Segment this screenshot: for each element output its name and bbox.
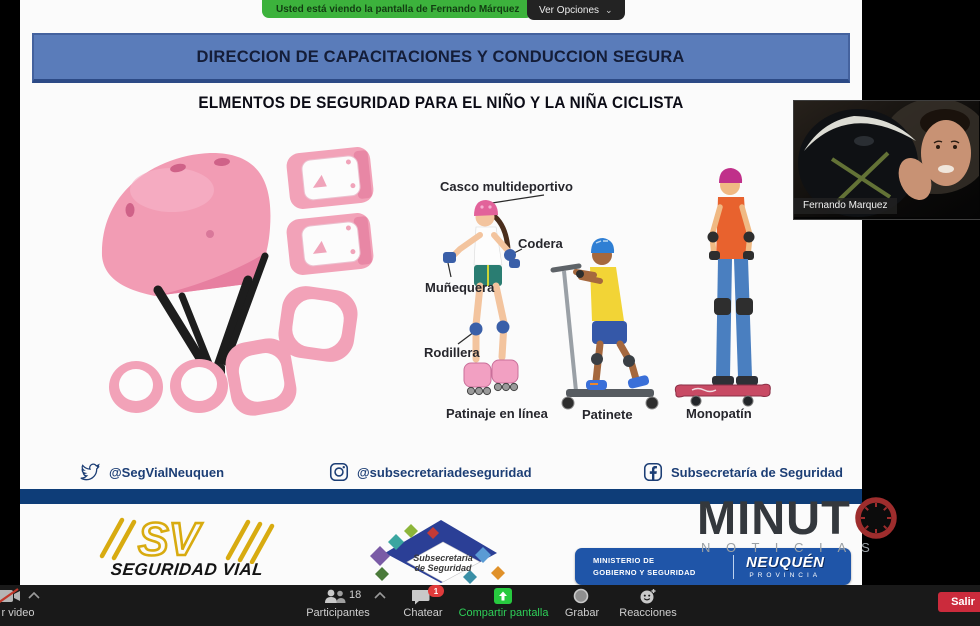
chat-badge: 1 bbox=[428, 585, 444, 597]
instagram-handle: @subsecretariadeseguridad bbox=[357, 464, 532, 480]
record-icon bbox=[573, 588, 589, 604]
label-elbow-pad: Codera bbox=[518, 236, 563, 251]
twitter-handle: @SegVialNeuquen bbox=[109, 464, 225, 480]
minuto-watermark: MINUT bbox=[697, 490, 899, 545]
seguridad-vial-logo bbox=[90, 508, 300, 564]
protective-gear-image bbox=[60, 138, 390, 423]
participants-icon bbox=[324, 589, 346, 603]
label-wrist-guard: Muñequera bbox=[425, 280, 495, 295]
boy-skateboarder bbox=[675, 168, 770, 406]
slide-title: DIRECCION DE CAPACITACIONES Y CONDUCCION SEGURA bbox=[196, 47, 685, 66]
social-twitter bbox=[78, 459, 224, 485]
screen-share-banner: Usted está viendo la pantalla de Fernando Márquez bbox=[262, 0, 533, 18]
participant-name-label: Fernando Marquez bbox=[794, 198, 897, 214]
noticias-watermark: N O T I C I A S bbox=[701, 540, 876, 555]
chevron-down-icon: ⌄ bbox=[605, 5, 613, 15]
zoom-toolbar: r video 18 Participantes 1 Chatear Compartir pantalla Grabar Reacciones Salir bbox=[0, 585, 980, 626]
instagram-icon bbox=[328, 461, 350, 483]
banner-divider bbox=[733, 555, 734, 579]
view-options-button[interactable]: Ver Opciones ⌄ bbox=[527, 0, 625, 20]
participants-count: 18 bbox=[349, 589, 362, 601]
ministerio-text: MINISTERIO DE GOBIERNO Y SEGURIDAD bbox=[593, 556, 696, 577]
provincia-caption: PROVINCIA bbox=[749, 571, 822, 579]
label-scooter: Patinete bbox=[582, 407, 633, 422]
video-off-icon bbox=[0, 588, 22, 604]
leave-button[interactable]: Salir bbox=[938, 592, 980, 612]
provincia-block bbox=[746, 555, 825, 579]
ministerio-banner bbox=[575, 548, 851, 585]
provincia-name: NEUQUÉN bbox=[746, 553, 825, 571]
shared-screen-slide bbox=[20, 0, 862, 585]
svg-text:de Seguridad: de Seguridad bbox=[414, 563, 472, 573]
boy-scooter bbox=[553, 238, 658, 409]
label-inline-skating: Patinaje en línea bbox=[446, 406, 548, 421]
label-knee-pad: Rodillera bbox=[424, 345, 480, 360]
slide-title-bar bbox=[32, 33, 850, 83]
facebook-icon bbox=[642, 461, 664, 483]
share-screen-icon bbox=[494, 588, 512, 604]
girl-inline-skater bbox=[443, 200, 520, 395]
svg-text:Subsecretaría: Subsecretaría bbox=[413, 553, 473, 563]
label-helmet: Casco multideportivo bbox=[440, 179, 573, 194]
social-facebook bbox=[642, 459, 843, 485]
subsecretaria-logo bbox=[345, 505, 515, 585]
social-instagram bbox=[328, 459, 532, 485]
video-tile[interactable] bbox=[793, 100, 980, 220]
video-menu-caret-icon[interactable] bbox=[28, 592, 40, 599]
twitter-icon bbox=[78, 461, 102, 483]
reactions-icon bbox=[639, 588, 657, 604]
facebook-handle: Subsecretaría de Seguridad bbox=[671, 464, 843, 480]
svg-text:SV: SV bbox=[138, 513, 200, 564]
footer-divider-bar bbox=[20, 489, 862, 504]
participants-caret-icon[interactable] bbox=[374, 592, 386, 599]
slide-subtitle: ELMENTOS DE SEGURIDAD PARA EL NIÑO Y LA NIÑA CICLISTA bbox=[198, 93, 684, 112]
seguridad-vial-caption: SEGURIDAD VIAL bbox=[109, 560, 265, 579]
label-skateboard: Monopatín bbox=[686, 406, 752, 421]
